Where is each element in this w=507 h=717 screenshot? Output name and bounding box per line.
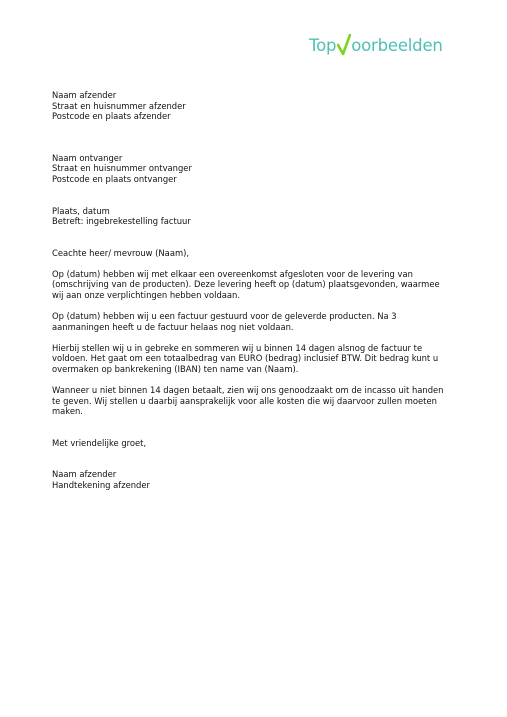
closing: Met vriendelijke groet, — [52, 437, 147, 448]
sender-name: Naam afzender — [52, 90, 117, 100]
salutation: Ceachte heer/ mevrouw (Naam), — [52, 247, 190, 258]
logo-text-top: Top — [309, 35, 337, 55]
recipient-address — [52, 153, 452, 185]
sender-address — [52, 90, 452, 122]
paragraph-1 — [52, 269, 452, 301]
signature-name: Naam afzender — [52, 469, 117, 480]
paragraph-line: te geven. Wij stellen u daarbij aansprakelijk voor alle kosten die wij daarvoor zullen moeten — [52, 395, 437, 406]
recipient-name: Naam ontvanger — [52, 152, 123, 163]
signature-sign: Handtekening afzender — [52, 480, 150, 491]
paragraph-line: Wanneer u niet binnen 14 dagen betaalt, zien wij ons genoodzaakt om de incasso uit handen — [52, 385, 444, 396]
subject-line: Betreft: ingebrekestelling factuur — [52, 216, 191, 227]
paragraph-line: voldoen. Het gaat om een totaalbedrag van EURO (bedrag) inclusief BTW. Dit bedrag kunt u — [52, 353, 439, 364]
signature-block — [52, 469, 452, 490]
letter-meta — [52, 206, 452, 227]
paragraph-line: wij aan onze verplichtingen hebben voldaan. — [52, 290, 241, 301]
sender-city: Postcode en plaats afzender — [52, 111, 171, 122]
paragraph-line: Op (datum) hebben wij met elkaar een overeenkomst afgesloten voor de levering van — [52, 268, 413, 279]
checkmark-v-icon — [337, 34, 351, 56]
recipient-city: Postcode en plaats ontvanger — [52, 173, 177, 184]
logo-text-rest: oorbeelden — [351, 35, 443, 55]
paragraph-line: Op (datum) hebben wij u een factuur gestuurd voor de geleverde producten. Na 3 — [52, 311, 397, 322]
paragraph-line: (omschrijving van de producten). Deze levering heeft op (datum) plaatsgevonden, waarmee — [52, 279, 440, 290]
letter-body — [52, 90, 452, 491]
sender-street: Straat en huisnummer afzender — [52, 100, 186, 111]
paragraph-line: overmaken op bankrekening (IBAN) ten name van (Naam). — [52, 364, 299, 374]
paragraph-3 — [52, 343, 452, 375]
paragraph-line: Hierbij stellen wij u in gebreke en sommeren wij u binnen 14 dagen alsnog de factuur te — [52, 342, 423, 353]
recipient-street: Straat en huisnummer ontvanger — [52, 163, 192, 174]
paragraph-line: maken. — [52, 406, 83, 417]
topvoorbeelden-logo — [309, 30, 443, 54]
paragraph-2 — [52, 311, 452, 332]
paragraph-line: aanmaningen heeft u de factuur helaas nog niet voldaan. — [52, 321, 294, 332]
paragraph-4 — [52, 385, 452, 417]
place-date: Plaats, datum — [52, 205, 110, 216]
